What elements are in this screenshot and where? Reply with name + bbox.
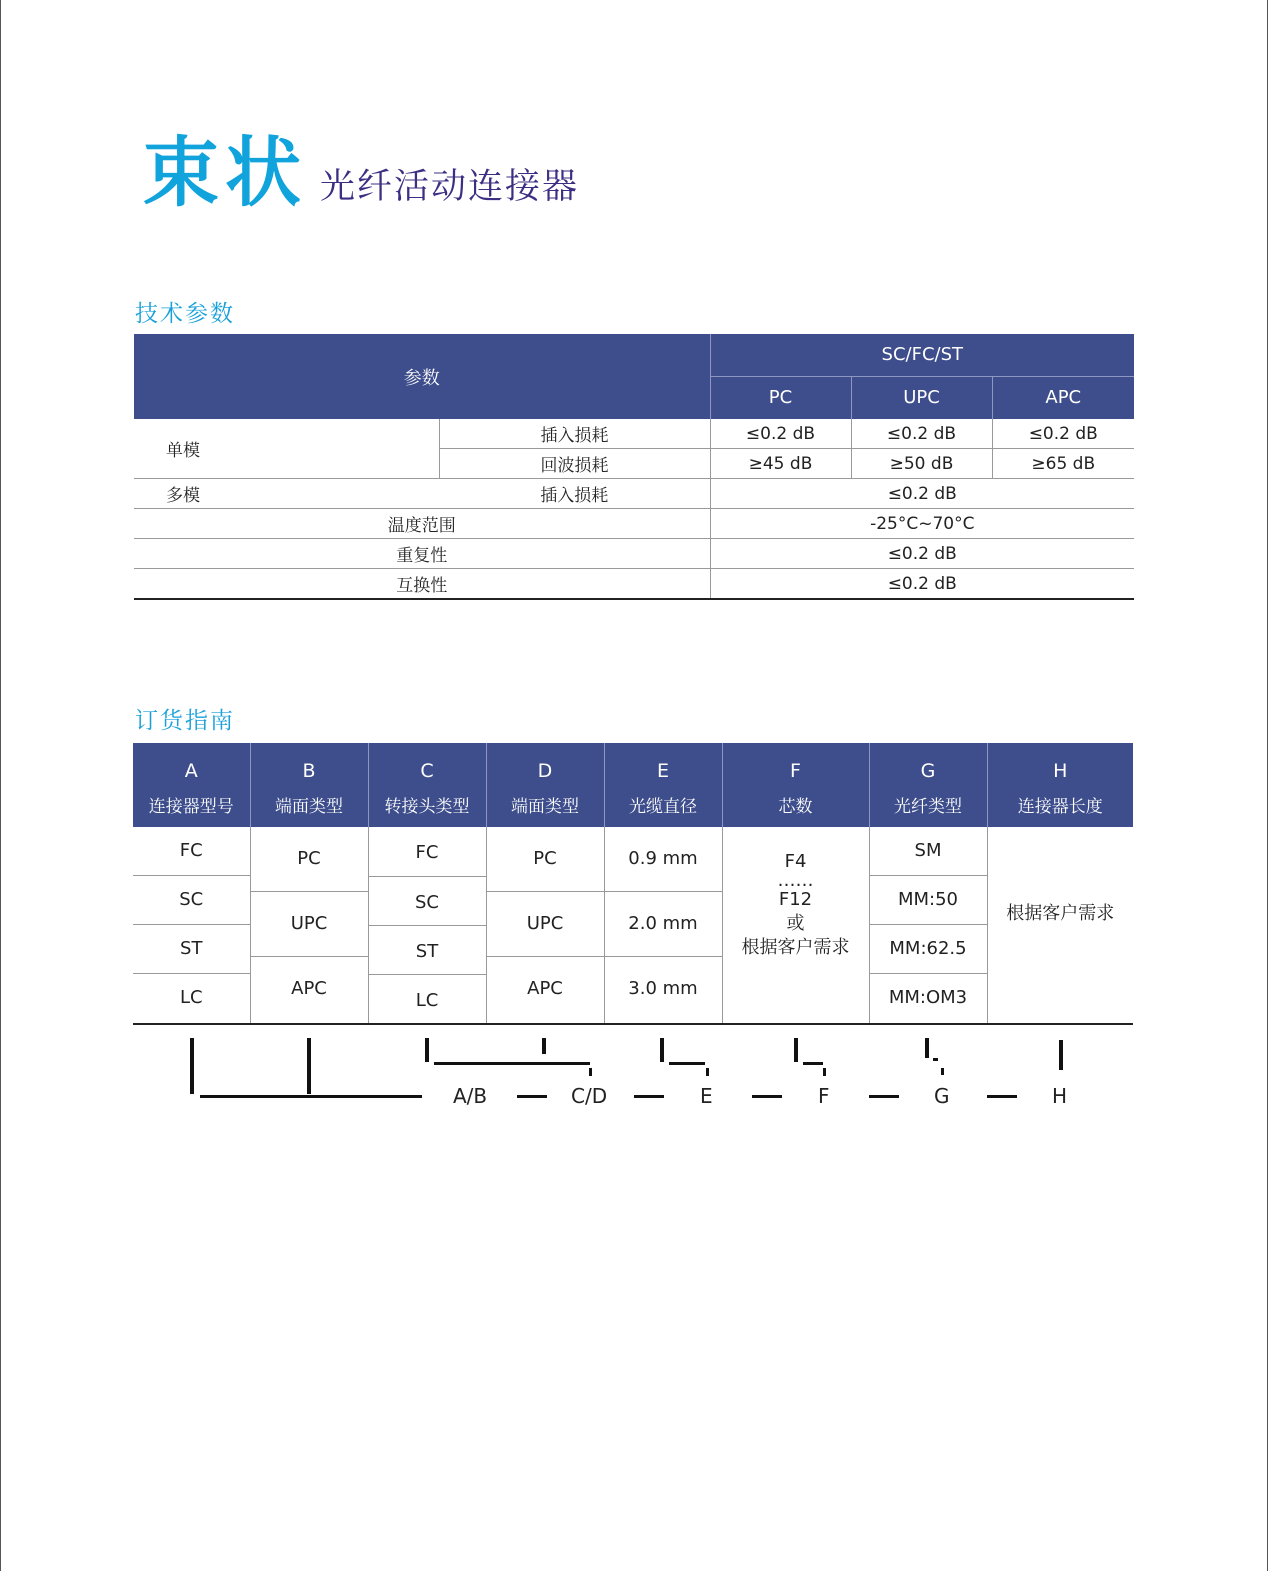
list-item: 3.0 mm xyxy=(628,978,698,999)
list-item: 或 xyxy=(786,913,805,934)
bracket-line xyxy=(941,1068,944,1075)
bracket-line xyxy=(823,1068,826,1076)
multi-mode-value: ≤0.2 dB xyxy=(710,479,1134,509)
bracket-line xyxy=(190,1038,194,1094)
title-main: 束状 xyxy=(143,128,307,217)
list-item: UPC xyxy=(251,892,368,957)
return-upc: ≥50 dB xyxy=(851,449,992,479)
insertion-apc: ≤0.2 dB xyxy=(992,419,1134,449)
interchangeability-label: 互换性 xyxy=(134,569,710,600)
order-col-e: E 光缆直径 xyxy=(604,743,722,827)
temperature-value: -25°C~70°C xyxy=(710,509,1134,539)
list-item: FC xyxy=(369,827,486,877)
list-item: LC xyxy=(415,990,439,1011)
insertion-upc: ≤0.2 dB xyxy=(851,419,992,449)
bracket-line xyxy=(200,1095,422,1098)
list-item: PC xyxy=(251,827,368,892)
list-item: APC xyxy=(527,978,563,999)
order-col-d: D 端面类型 xyxy=(486,743,604,827)
bracket-line xyxy=(589,1068,592,1076)
order-f-cell xyxy=(722,827,869,1024)
list-item: …… xyxy=(777,870,814,891)
title-sub: 光纤活动连接器 xyxy=(320,167,580,207)
bracket-line xyxy=(660,1038,664,1062)
code-dash xyxy=(987,1095,1017,1098)
list-item: MM:50 xyxy=(870,876,987,925)
order-col-a: A 连接器型号 xyxy=(133,743,250,827)
list-item: F12 xyxy=(778,889,813,910)
list-item: MM:62.5 xyxy=(870,925,987,974)
order-col-b: B 端面类型 xyxy=(250,743,368,827)
multi-mode-label: 多模 xyxy=(134,479,439,509)
code-dash xyxy=(634,1095,664,1098)
code-dash xyxy=(517,1095,547,1098)
order-d-cell xyxy=(486,827,604,1024)
single-mode-label: 单模 xyxy=(134,419,439,479)
code-ab: A/B xyxy=(453,1084,488,1108)
list-item: 根据客户需求 xyxy=(741,937,850,958)
return-apc: ≥65 dB xyxy=(992,449,1134,479)
list-item: ST xyxy=(369,926,486,975)
order-col-h: H 连接器长度 xyxy=(987,743,1133,827)
order-h-cell xyxy=(987,827,1133,1024)
list-item: SM xyxy=(870,827,987,876)
bracket-line xyxy=(925,1038,929,1058)
list-item: ST xyxy=(133,925,250,974)
spec-table xyxy=(134,334,1134,600)
list-item: SC xyxy=(133,876,250,925)
order-col-f: F 芯数 xyxy=(722,743,869,827)
list-item: FC xyxy=(133,827,250,876)
repeatability-label: 重复性 xyxy=(134,539,710,569)
code-g: G xyxy=(934,1084,950,1108)
return-loss-label: 回波损耗 xyxy=(439,449,710,479)
order-col-c: C 转接头类型 xyxy=(368,743,486,827)
list-item: 2.0 mm xyxy=(605,892,722,957)
bracket-line xyxy=(706,1068,709,1076)
code-dash xyxy=(869,1095,899,1098)
insertion-pc: ≤0.2 dB xyxy=(710,419,851,449)
insertion-loss-label: 插入损耗 xyxy=(439,419,710,449)
list-item: F4 xyxy=(784,851,807,872)
order-table xyxy=(133,743,1133,1025)
bracket-line xyxy=(542,1038,546,1054)
spec-header-pc: PC xyxy=(710,376,851,419)
list-item: UPC xyxy=(487,892,604,957)
return-pc: ≥45 dB xyxy=(710,449,851,479)
code-e: E xyxy=(700,1084,713,1108)
list-item: SC xyxy=(369,877,486,926)
order-col-g: G 光纤类型 xyxy=(869,743,987,827)
order-e-cell xyxy=(604,827,722,1024)
bracket-line xyxy=(794,1038,798,1062)
list-item: LC xyxy=(179,987,203,1008)
list-item: PC xyxy=(487,827,604,892)
repeatability-value: ≤0.2 dB xyxy=(710,539,1134,569)
code-dash xyxy=(752,1095,782,1098)
bracket-line xyxy=(803,1062,823,1065)
order-c-cell xyxy=(368,827,486,1024)
specs-section-title: 技术参数 xyxy=(135,301,235,327)
list-item: 0.9 mm xyxy=(605,827,722,892)
bracket-line xyxy=(425,1038,429,1062)
spec-header-upc: UPC xyxy=(851,376,992,419)
order-h-value: 根据客户需求 xyxy=(1006,903,1115,924)
bracket-line xyxy=(1059,1040,1063,1070)
spec-header-apc: APC xyxy=(992,376,1134,419)
interchangeability-value: ≤0.2 dB xyxy=(710,569,1134,600)
order-section-title: 订货指南 xyxy=(135,708,235,734)
list-item: APC xyxy=(291,978,327,999)
bracket-line xyxy=(933,1058,938,1061)
code-h: H xyxy=(1052,1084,1068,1108)
code-cd: C/D xyxy=(571,1084,608,1108)
bracket-line xyxy=(307,1038,311,1094)
order-g-cell xyxy=(869,827,987,1024)
spec-header-param: 参数 xyxy=(134,334,710,419)
order-b-cell xyxy=(250,827,368,1024)
spec-header-group: SC/FC/ST xyxy=(710,334,1134,376)
bracket-line xyxy=(434,1062,590,1065)
multi-mode-sublabel: 插入损耗 xyxy=(439,479,710,509)
code-f: F xyxy=(818,1084,830,1108)
list-item: MM:OM3 xyxy=(888,987,968,1008)
temperature-label: 温度范围 xyxy=(134,509,710,539)
order-f-content xyxy=(723,850,869,1000)
bracket-line xyxy=(669,1062,705,1065)
order-a-cell xyxy=(133,827,250,1024)
